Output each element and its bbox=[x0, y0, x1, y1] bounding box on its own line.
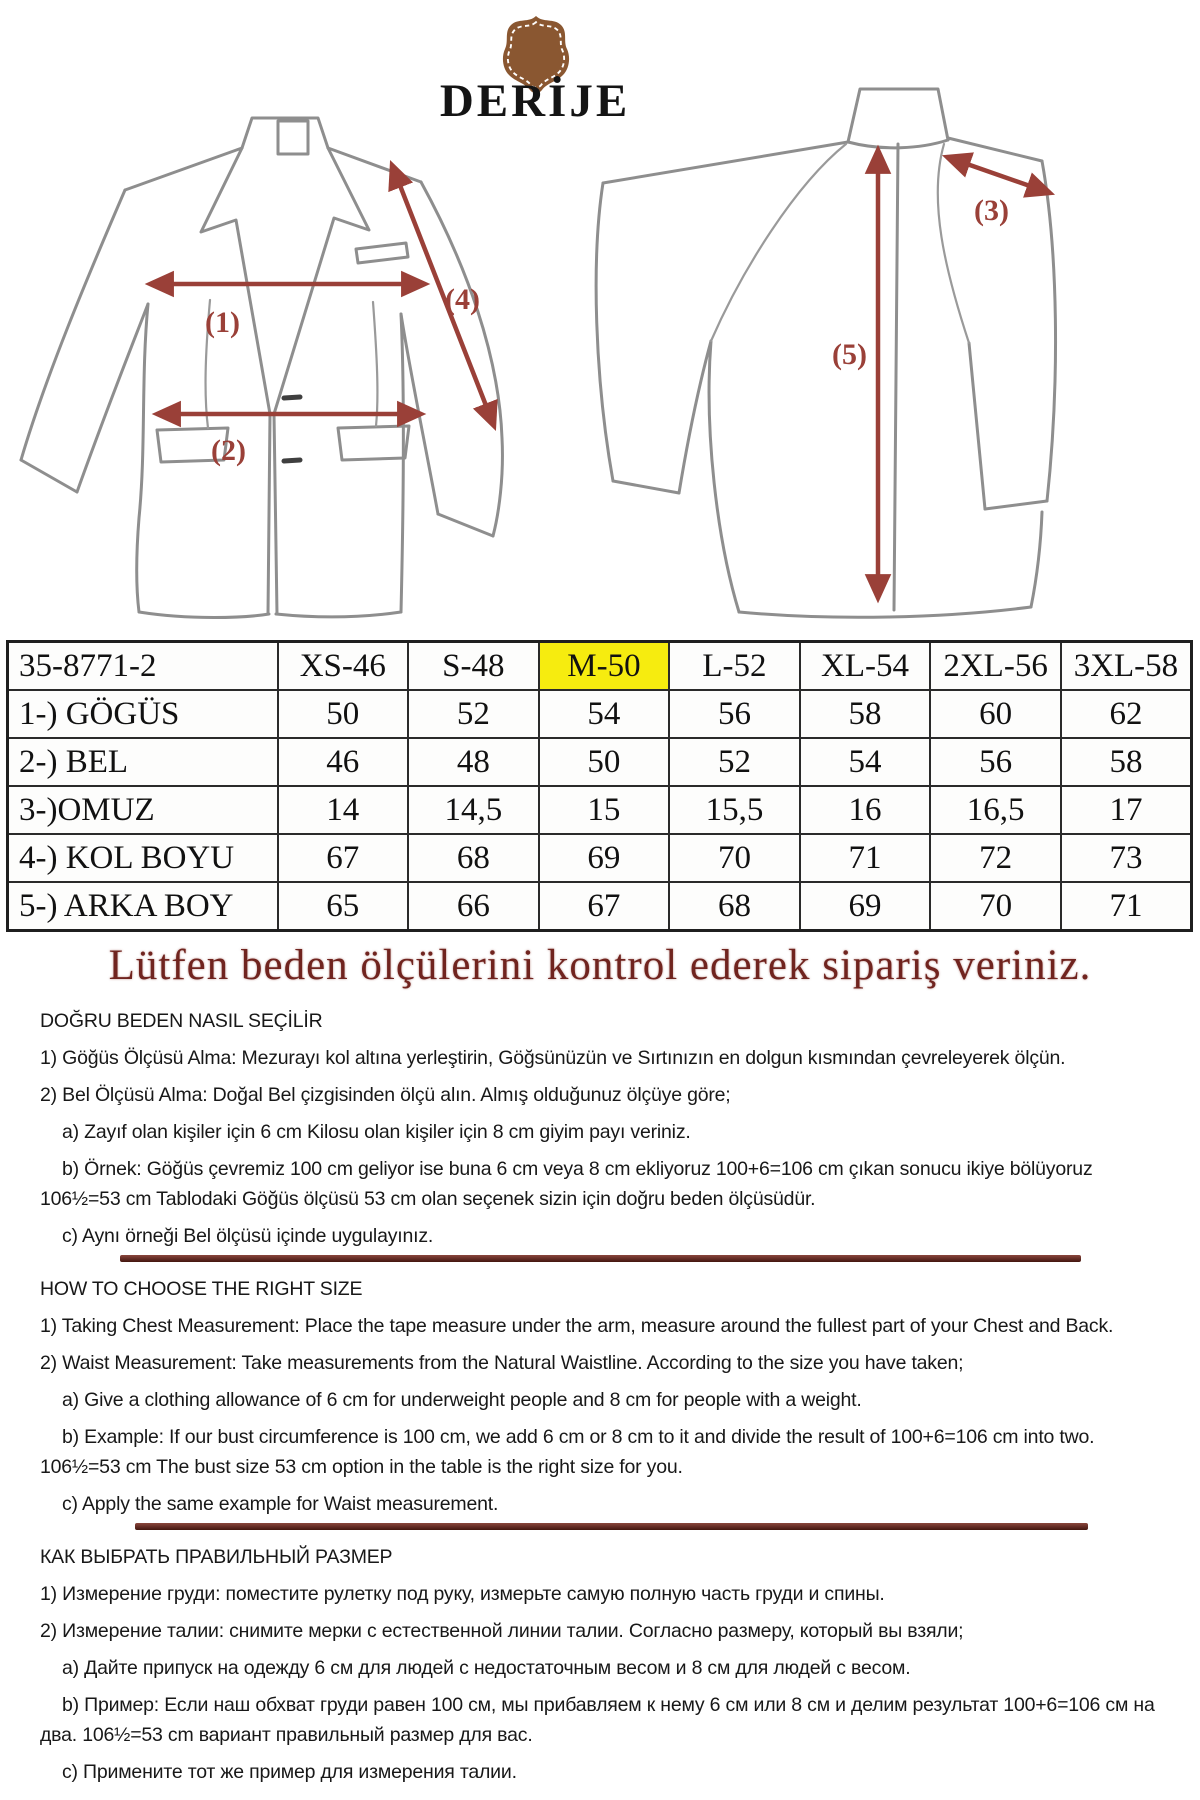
size-cell: 58 bbox=[1061, 738, 1192, 786]
size-cell: 60 bbox=[930, 690, 1061, 738]
instructions bbox=[40, 1006, 1165, 1791]
size-cell: 16 bbox=[800, 786, 931, 834]
size-cell: 62 bbox=[1061, 690, 1192, 738]
section-turkish bbox=[40, 1006, 1165, 1251]
size-cell: 69 bbox=[800, 882, 931, 931]
instruction-line: c) Apply the same example for Waist measurement. bbox=[62, 1493, 499, 1515]
section-english bbox=[40, 1274, 1165, 1519]
size-column-header: 2XL-56 bbox=[930, 642, 1061, 691]
size-cell: 15,5 bbox=[669, 786, 800, 834]
brand-name: DERİJE bbox=[439, 75, 631, 127]
instruction-line: 2) Waist Measurement: Take measurements from the Natural Waistline. According to the size you have taken; bbox=[40, 1352, 964, 1374]
size-cell: 52 bbox=[408, 690, 539, 738]
section-heading: HOW TO CHOOSE THE RIGHT SIZE bbox=[40, 1278, 363, 1300]
size-column-header: S-48 bbox=[408, 642, 539, 691]
front-measure-arrows bbox=[150, 165, 494, 426]
size-cell: 52 bbox=[669, 738, 800, 786]
size-row-label: 2-) BEL bbox=[8, 738, 278, 786]
table-row bbox=[8, 738, 1192, 786]
size-table bbox=[6, 640, 1193, 932]
size-cell: 66 bbox=[408, 882, 539, 931]
measure-label-chest: (1) bbox=[205, 306, 240, 339]
size-cell: 71 bbox=[800, 834, 931, 882]
section-heading: DOĞRU BEDEN NASIL SEÇİLİR bbox=[40, 1010, 323, 1032]
section-russian bbox=[40, 1542, 1165, 1787]
back-measure-arrows bbox=[878, 150, 1050, 598]
size-column-header: XS-46 bbox=[278, 642, 409, 691]
instruction-line: b) Örnek: Göğüs çevremiz 100 cm geliyor ise buna 6 cm veya 8 cm ekliyoruz 100+6=106 cm çıkan sonucu ikiye bölüyoruz 106½=53 cm Tablodaki Göğüs ölçüsü 53 cm olan seçenek sizin için doğru beden ölçüsüdür. bbox=[40, 1158, 1093, 1210]
table-row bbox=[8, 834, 1192, 882]
size-row-label: 5-) ARKA BOY bbox=[8, 882, 278, 931]
size-row-label: 3-)OMUZ bbox=[8, 786, 278, 834]
back-jacket-seams bbox=[711, 144, 969, 343]
table-row bbox=[8, 786, 1192, 834]
size-cell: 56 bbox=[930, 738, 1061, 786]
instruction-line: 1) Taking Chest Measurement: Place the tape measure under the arm, measure around the fullest part of your Chest and Back. bbox=[40, 1315, 1114, 1337]
size-cell: 70 bbox=[930, 882, 1061, 931]
measure-label-shoulder: (3) bbox=[974, 194, 1009, 227]
measure-label-sleeve: (4) bbox=[445, 283, 480, 316]
size-table-model: 35-8771-2 bbox=[8, 642, 278, 691]
size-cell: 65 bbox=[278, 882, 409, 931]
instruction-line: a) Give a clothing allowance of 6 cm for underweight people and 8 cm for people with a weight. bbox=[62, 1389, 862, 1411]
measure-label-back-length: (5) bbox=[832, 338, 867, 371]
size-cell: 70 bbox=[669, 834, 800, 882]
size-cell: 16,5 bbox=[930, 786, 1061, 834]
size-cell: 58 bbox=[800, 690, 931, 738]
size-column-header: L-52 bbox=[669, 642, 800, 691]
measure-label-waist: (2) bbox=[211, 434, 246, 467]
size-cell: 15 bbox=[539, 786, 670, 834]
section-divider bbox=[135, 1523, 1088, 1530]
size-cell: 50 bbox=[539, 738, 670, 786]
size-column-header-highlighted: M-50 bbox=[539, 642, 670, 691]
section-heading: КАК ВЫБРАТЬ ПРАВИЛЬНЫЙ РАЗМЕР bbox=[40, 1546, 393, 1568]
section-divider bbox=[120, 1255, 1081, 1262]
size-cell: 48 bbox=[408, 738, 539, 786]
size-cell: 67 bbox=[539, 882, 670, 931]
instruction-line: b) Example: If our bust circumference is 100 cm, we add 6 cm or 8 cm to it and divide the result of 100+6=106 cm into two. 106½=53 cm The bust size 53 cm option in the table is the right size for you. bbox=[40, 1426, 1095, 1478]
size-cell: 68 bbox=[408, 834, 539, 882]
size-cell: 17 bbox=[1061, 786, 1192, 834]
size-column-header: XL-54 bbox=[800, 642, 931, 691]
size-cell: 72 bbox=[930, 834, 1061, 882]
size-cell: 68 bbox=[669, 882, 800, 931]
instruction-line: 1) Göğüs Ölçüsü Alma: Mezurayı kol altına yerleştirin, Göğsünüzün ve Sırtınızın en dolgun kısmından çevreleyerek ölçün. bbox=[40, 1047, 1066, 1069]
size-table-header-row bbox=[8, 642, 1192, 691]
instruction-line: 2) Измерение талии: снимите мерки с естественной линии талии. Согласно размеру, который вы взяли; bbox=[40, 1620, 964, 1642]
front-buttons bbox=[284, 397, 300, 461]
table-row bbox=[8, 690, 1192, 738]
size-cell: 67 bbox=[278, 834, 409, 882]
instruction-line: c) Примените тот же пример для измерения талии. bbox=[62, 1761, 517, 1783]
size-cell: 14 bbox=[278, 786, 409, 834]
instruction-line: 1) Измерение груди: поместите рулетку под руку, измерьте самую полную часть груди и спины. bbox=[40, 1583, 885, 1605]
size-cell: 54 bbox=[800, 738, 931, 786]
size-row-label: 1-) GÖGÜS bbox=[8, 690, 278, 738]
size-cell: 54 bbox=[539, 690, 670, 738]
back-jacket-outline bbox=[596, 89, 1055, 617]
size-cell: 50 bbox=[278, 690, 409, 738]
size-cell: 69 bbox=[539, 834, 670, 882]
instruction-line: c) Aynı örneği Bel ölçüsü içinde uygulayınız. bbox=[62, 1225, 434, 1247]
size-cell: 14,5 bbox=[408, 786, 539, 834]
front-jacket-diagram bbox=[5, 108, 525, 623]
instruction-line: 2) Bel Ölçüsü Alma: Doğal Bel çizgisinden ölçü alın. Almış olduğunuz ölçüye göre; bbox=[40, 1084, 731, 1106]
size-cell: 73 bbox=[1061, 834, 1192, 882]
table-row bbox=[8, 882, 1192, 931]
back-jacket-diagram bbox=[590, 80, 1070, 625]
instruction-line: a) Дайте припуск на одежду 6 см для людей с недостаточным весом и 8 см для людей с весом. bbox=[62, 1657, 911, 1679]
order-notice: Lütfen beden ölçülerini kontrol ederek sipariş veriniz. bbox=[108, 942, 1092, 989]
size-cell: 56 bbox=[669, 690, 800, 738]
size-column-header: 3XL-58 bbox=[1061, 642, 1192, 691]
instruction-line: b) Пример: Если наш обхват груди равен 100 см, мы прибавляем к нему 6 см или 8 см и делим результат 100+6=106 см на два. 106½=53 cm вариант правильный размер для вас. bbox=[40, 1694, 1155, 1746]
size-cell: 71 bbox=[1061, 882, 1192, 931]
front-jacket-outline bbox=[21, 118, 502, 618]
instruction-line: a) Zayıf olan kişiler için 6 cm Kilosu olan kişiler için 8 cm giyim payı veriniz. bbox=[62, 1121, 691, 1143]
size-cell: 46 bbox=[278, 738, 409, 786]
size-row-label: 4-) KOL BOYU bbox=[8, 834, 278, 882]
